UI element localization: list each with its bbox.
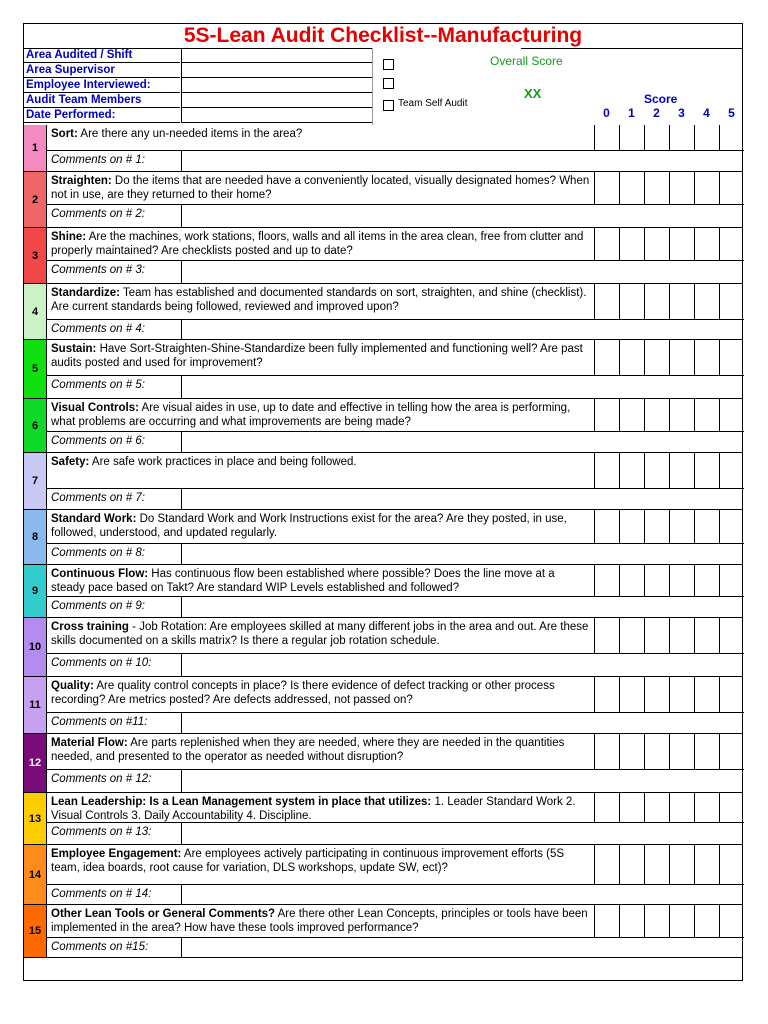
question-text: Team has established and documented standards on sort, straighten, and shine (checklist). Are current standards being followed, reviewed and improved upon? [51, 287, 587, 313]
score-cell[interactable] [644, 399, 669, 432]
comment-label: Comments on # 12: [47, 770, 182, 793]
score-cell[interactable] [719, 510, 744, 544]
checkbox-option-b[interactable] [383, 78, 394, 89]
comment-input[interactable] [182, 376, 742, 399]
score-cell[interactable] [619, 905, 644, 938]
item-number: 6 [24, 399, 47, 453]
score-cell[interactable] [644, 734, 669, 770]
score-cell[interactable] [694, 284, 719, 320]
checklist-question [47, 340, 594, 376]
header-field-input[interactable] [181, 63, 372, 78]
question-heading: Material Flow: [51, 737, 128, 749]
checklist-question [47, 565, 594, 597]
question-heading: Other Lean Tools or General Comments? [51, 908, 276, 920]
comment-label: Comments on # 9: [47, 597, 182, 618]
header-field-label: Area Audited / Shift [26, 49, 133, 61]
score-cell[interactable] [719, 734, 744, 770]
comment-input[interactable] [182, 654, 742, 677]
comment-input[interactable] [182, 544, 742, 565]
score-cell[interactable] [669, 284, 694, 320]
score-cell[interactable] [694, 340, 719, 376]
score-cell[interactable] [644, 618, 669, 654]
item-number: 11 [24, 677, 47, 734]
question-heading: Straighten: [51, 175, 112, 187]
item-number: 10 [24, 618, 47, 677]
score-cell[interactable] [619, 125, 644, 151]
comment-input[interactable] [182, 823, 742, 845]
score-cell[interactable] [619, 172, 644, 205]
score-cell[interactable] [619, 793, 644, 823]
question-text: Are the machines, work stations, floors, walls and all items in the area clean, free from clutter and properly maintained? Are checklists posted and up to date? [51, 231, 584, 257]
item-number: 2 [24, 172, 47, 228]
score-cell[interactable] [719, 125, 744, 151]
question-text: Are there other Lean Concepts, principles or tools have been implemented in the area? How have these tools improved performance? [51, 908, 588, 934]
score-cell[interactable] [619, 453, 644, 489]
question-heading: Quality: [51, 680, 94, 692]
comment-input[interactable] [182, 320, 742, 340]
checkbox-team-self-audit[interactable] [383, 100, 394, 111]
score-cell[interactable] [644, 228, 669, 261]
question-heading: Safety: [51, 456, 90, 468]
comment-label: Comments on # 4: [47, 320, 182, 340]
score-cell[interactable] [594, 510, 619, 544]
comment-label: Comments on # 6: [47, 432, 182, 453]
checklist-question [47, 905, 594, 938]
score-cell[interactable] [694, 793, 719, 823]
score-cell[interactable] [719, 228, 744, 261]
score-column-number: 1 [628, 106, 635, 120]
comment-label: Comments on # 13: [47, 823, 182, 845]
score-cell[interactable] [719, 793, 744, 823]
score-cell[interactable] [619, 565, 644, 597]
checklist-question [47, 453, 594, 489]
checklist-question [47, 399, 594, 432]
score-cell[interactable] [694, 228, 719, 261]
score-cell[interactable] [719, 905, 744, 938]
comment-input[interactable] [182, 885, 742, 905]
checkbox-option-a[interactable] [383, 59, 394, 70]
question-text: - Job Rotation: Are employees skilled at many different jobs in the area and out. Are these skills documented on a skills matrix? Is there a regular job rotation schedule. [51, 621, 589, 647]
score-cell[interactable] [694, 399, 719, 432]
score-cell[interactable] [644, 793, 669, 823]
score-column-number: 3 [678, 106, 685, 120]
score-column-label: Score [644, 92, 678, 106]
header-field-input[interactable] [181, 78, 372, 93]
item-number: 15 [24, 905, 47, 958]
score-cell[interactable] [719, 340, 744, 376]
comment-label: Comments on # 3: [47, 261, 182, 284]
score-cell[interactable] [694, 734, 719, 770]
comment-label: Comments on # 8: [47, 544, 182, 565]
score-cell[interactable] [669, 125, 694, 151]
item-number: 3 [24, 228, 47, 284]
checklist-question [47, 284, 594, 320]
score-cell[interactable] [694, 172, 719, 205]
comment-label: Comments on # 14: [47, 885, 182, 905]
question-heading: Standardize: [51, 287, 121, 299]
item-number: 5 [24, 340, 47, 399]
score-cell[interactable] [669, 845, 694, 885]
score-cell[interactable] [694, 565, 719, 597]
score-cell[interactable] [694, 453, 719, 489]
question-text: Are there any un-needed items in the area? [77, 128, 303, 140]
item-number: 4 [24, 284, 47, 340]
overall-score-value: XX [524, 86, 542, 101]
score-cell[interactable] [644, 905, 669, 938]
question-heading: Cross training [51, 621, 129, 633]
header-field-label: Employee Interviewed: [26, 79, 151, 91]
score-cell[interactable] [619, 340, 644, 376]
checklist-question [47, 172, 594, 205]
comment-label: Comments on # 2: [47, 205, 182, 228]
score-cell[interactable] [619, 734, 644, 770]
question-text: Are employees actively participating in continuous improvement efforts (5S team, idea boards, root cause for variation, DLS workshops, update SW, ect)? [51, 848, 565, 874]
comment-input[interactable] [182, 938, 742, 958]
header-field-input[interactable] [181, 108, 372, 123]
header-field-label: Date Performed: [26, 109, 116, 121]
score-cell[interactable] [669, 565, 694, 597]
score-cell[interactable] [669, 905, 694, 938]
question-text: Are safe work practices in place and being followed. [89, 456, 357, 468]
question-text: Are visual aides in use, up to date and effective in telling how the area is performing, what problems are occurring and what improvements are being made? [51, 402, 571, 428]
score-cell[interactable] [694, 845, 719, 885]
comment-label: Comments on # 7: [47, 489, 182, 510]
comment-label: Comments on # 10: [47, 654, 182, 677]
score-cell[interactable] [619, 399, 644, 432]
item-number: 1 [24, 125, 47, 172]
header-divider [24, 122, 180, 123]
question-heading: Visual Controls: [51, 402, 139, 414]
page-title: 5S-Lean Audit Checklist--Manufacturing [24, 24, 742, 49]
score-cell[interactable] [594, 793, 619, 823]
comment-input[interactable] [182, 597, 742, 618]
question-text: Do the items that are needed have a conveniently located, visually designated homes? When not in use, are they returned to their home? [51, 175, 590, 201]
question-heading: Continuous Flow: [51, 568, 149, 580]
score-cell[interactable] [669, 172, 694, 205]
item-number: 13 [24, 793, 47, 845]
score-cell[interactable] [619, 845, 644, 885]
item-number: 8 [24, 510, 47, 565]
question-text: Has continuous flow been established where possible? Does the line move at a steady pace based on Takt? Are standard WIP Levels established and followed? [51, 568, 555, 594]
score-cell[interactable] [719, 172, 744, 205]
question-heading: Shine: [51, 231, 87, 243]
checklist-question [47, 677, 594, 713]
score-cell[interactable] [694, 677, 719, 713]
header-field-label: Audit Team Members [26, 94, 142, 106]
comment-label: Comments on # 1: [47, 151, 182, 172]
checklist-question [47, 793, 594, 823]
score-cell[interactable] [594, 340, 619, 376]
score-cell[interactable] [619, 618, 644, 654]
score-cell[interactable] [669, 399, 694, 432]
comment-input[interactable] [182, 713, 742, 734]
score-cell[interactable] [719, 677, 744, 713]
checklist-question [47, 845, 594, 885]
score-cell[interactable] [669, 677, 694, 713]
question-text: Are parts replenished when they are needed, where they are needed in the quantities needed, and presented to the operator as needed without disruption? [51, 737, 565, 763]
team-self-audit-label: Team Self Audit [398, 98, 468, 109]
score-cell[interactable] [619, 284, 644, 320]
checklist-question [47, 510, 594, 544]
score-cell[interactable] [594, 565, 619, 597]
comment-input[interactable] [182, 489, 742, 510]
score-column-number: 0 [603, 106, 610, 120]
checklist-question [47, 228, 594, 261]
comment-input[interactable] [182, 432, 742, 453]
score-cell[interactable] [644, 565, 669, 597]
score-cell[interactable] [619, 677, 644, 713]
item-number: 9 [24, 565, 47, 618]
score-column-number: 5 [728, 106, 735, 120]
score-cell[interactable] [594, 905, 619, 938]
score-cell[interactable] [644, 172, 669, 205]
score-cell[interactable] [669, 734, 694, 770]
header-field-label: Area Supervisor [26, 64, 115, 76]
score-cell[interactable] [719, 618, 744, 654]
comment-label: Comments on #15: [47, 938, 182, 958]
header-field-input[interactable] [181, 48, 372, 63]
score-cell[interactable] [594, 172, 619, 205]
score-cell[interactable] [644, 284, 669, 320]
score-cell[interactable] [594, 677, 619, 713]
score-cell[interactable] [669, 340, 694, 376]
score-cell[interactable] [719, 453, 744, 489]
score-cell[interactable] [594, 734, 619, 770]
score-cell[interactable] [719, 399, 744, 432]
score-cell[interactable] [719, 845, 744, 885]
score-cell[interactable] [719, 284, 744, 320]
item-number: 7 [24, 453, 47, 510]
score-cell[interactable] [694, 125, 719, 151]
score-cell[interactable] [594, 453, 619, 489]
item-number: 12 [24, 734, 47, 793]
score-cell[interactable] [594, 618, 619, 654]
score-cell[interactable] [669, 228, 694, 261]
audit-sheet [23, 23, 743, 981]
question-text: 1. Leader Standard Work 2. Visual Controls 3. Daily Accountability 4. Discipline. [51, 796, 576, 822]
score-cell[interactable] [644, 340, 669, 376]
score-cell[interactable] [719, 565, 744, 597]
comment-input[interactable] [182, 205, 742, 228]
checklist-question [47, 618, 594, 654]
score-cell[interactable] [619, 228, 644, 261]
score-cell[interactable] [669, 510, 694, 544]
score-cell[interactable] [694, 510, 719, 544]
question-text: Have Sort-Straighten-Shine-Standardize been fully implemented and functioning well? Are past audits posted and used for improvement? [51, 343, 583, 369]
score-cell[interactable] [594, 845, 619, 885]
question-heading: Sort: [51, 128, 78, 140]
comment-input[interactable] [182, 770, 742, 793]
score-cell[interactable] [669, 793, 694, 823]
score-cell[interactable] [669, 618, 694, 654]
score-cell[interactable] [694, 618, 719, 654]
question-text: Do Standard Work and Work Instructions exist for the area? Are they posted, in use, followed, understood, and updated regularly. [51, 513, 567, 539]
comment-label: Comments on # 5: [47, 376, 182, 399]
question-text: Are quality control concepts in place? Is there evidence of defect tracking or other process recording? Are metrics posted? Are defects addressed, not passed on? [51, 680, 555, 706]
score-cell[interactable] [669, 453, 694, 489]
comment-input[interactable] [182, 261, 742, 284]
score-cell[interactable] [619, 510, 644, 544]
score-column-number: 2 [653, 106, 660, 120]
question-heading: Employee Engagement: [51, 848, 182, 860]
question-heading: Standard Work: [51, 513, 137, 525]
header-field-input[interactable] [181, 93, 372, 108]
question-heading: Sustain: [51, 343, 97, 355]
score-column-number: 4 [703, 106, 710, 120]
score-cell[interactable] [644, 453, 669, 489]
score-cell[interactable] [694, 905, 719, 938]
question-heading: Lean Leadership: Is a Lean Management system in place that utilizes: [51, 796, 432, 808]
comment-label: Comments on #11: [47, 713, 182, 734]
score-cell[interactable] [644, 510, 669, 544]
score-cell[interactable] [644, 677, 669, 713]
checklist-question [47, 125, 594, 151]
score-cell[interactable] [644, 125, 669, 151]
score-cell[interactable] [594, 125, 619, 151]
checklist-question [47, 734, 594, 770]
score-cell[interactable] [644, 845, 669, 885]
score-cell[interactable] [594, 284, 619, 320]
comment-input[interactable] [182, 151, 742, 172]
overall-score-label: Overall Score [490, 54, 563, 68]
score-cell[interactable] [594, 228, 619, 261]
score-cell[interactable] [594, 399, 619, 432]
item-number: 14 [24, 845, 47, 905]
